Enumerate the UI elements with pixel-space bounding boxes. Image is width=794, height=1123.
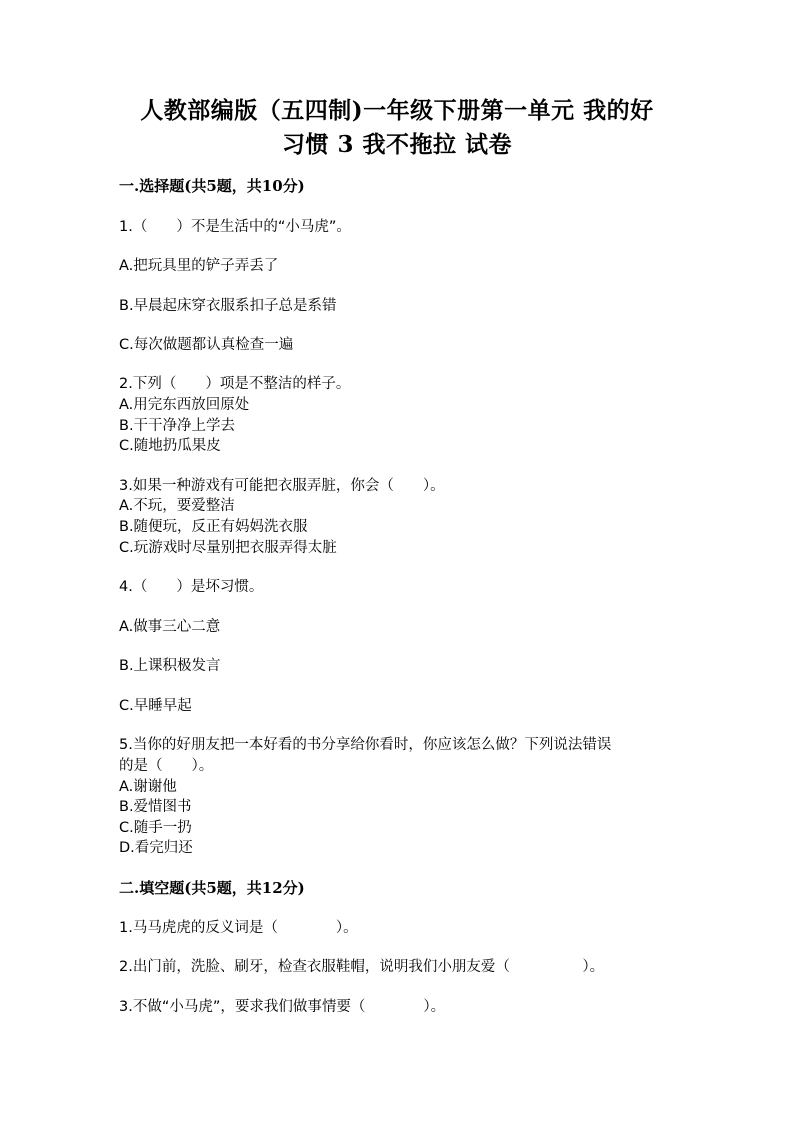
question-option: C.玩游戏时尽量别把衣服弄得太脏 <box>119 540 337 556</box>
question-option: D.看完归还 <box>119 840 193 856</box>
question-option: C.每次做题都认真检查一遍 <box>119 337 294 353</box>
question-option: A.把玩具里的铲子弄丢了 <box>119 258 279 274</box>
section-heading-fill-in: 二.填空题(共5题，共12分) <box>119 879 305 897</box>
question-option: B.随便玩，反正有妈妈洗衣服 <box>119 519 308 535</box>
question-option: A.做事三心二意 <box>119 619 221 635</box>
question-option: A.不玩，要爱整洁 <box>119 498 235 514</box>
section-heading-multiple-choice: 一.选择题(共5题，共10分) <box>119 177 305 195</box>
question-stem-line-1: 5.当你的好朋友把一本好看的书分享给你看时，你应该怎么做？下列说法错误 <box>119 737 612 753</box>
question-option: B.干干净净上学去 <box>119 418 236 434</box>
question-stem: 4.（ ）是坏习惯。 <box>119 579 264 595</box>
question-stem: 3.如果一种游戏有可能把衣服弄脏，你会（ ）。 <box>119 478 445 494</box>
question-option: B.上课积极发言 <box>119 658 221 674</box>
question-stem: 1.（ ）不是生活中的“小马虎”。 <box>119 219 351 235</box>
fill-in-question: 2.出门前，洗脸、刷牙，检查衣服鞋帽，说明我们小朋友爱（ ）。 <box>119 959 605 975</box>
exam-title-line-2: 习惯 3 我不拖拉 试卷 <box>281 131 513 158</box>
fill-in-question: 1.马马虎虎的反义词是（ ）。 <box>119 920 358 936</box>
question-option: A.谢谢他 <box>119 779 177 795</box>
exam-title-line-1: 人教部编版（五四制)一年级下册第一单元 我的好 <box>140 97 654 124</box>
fill-in-question: 3.不做“小马虎”，要求我们做事情要（ ）。 <box>119 999 446 1015</box>
question-stem-line-2: 的是（ ）。 <box>119 758 214 774</box>
question-stem: 2.下列（ ）项是不整洁的样子。 <box>119 376 351 392</box>
question-option: B.爱惜图书 <box>119 799 192 815</box>
question-option: C.随地扔瓜果皮 <box>119 438 221 454</box>
question-option: B.早晨起床穿衣服系扣子总是系错 <box>119 298 337 314</box>
question-option: C.早睡早起 <box>119 698 192 714</box>
question-option: A.用完东西放回原处 <box>119 397 250 413</box>
question-option: C.随手一扔 <box>119 820 192 836</box>
